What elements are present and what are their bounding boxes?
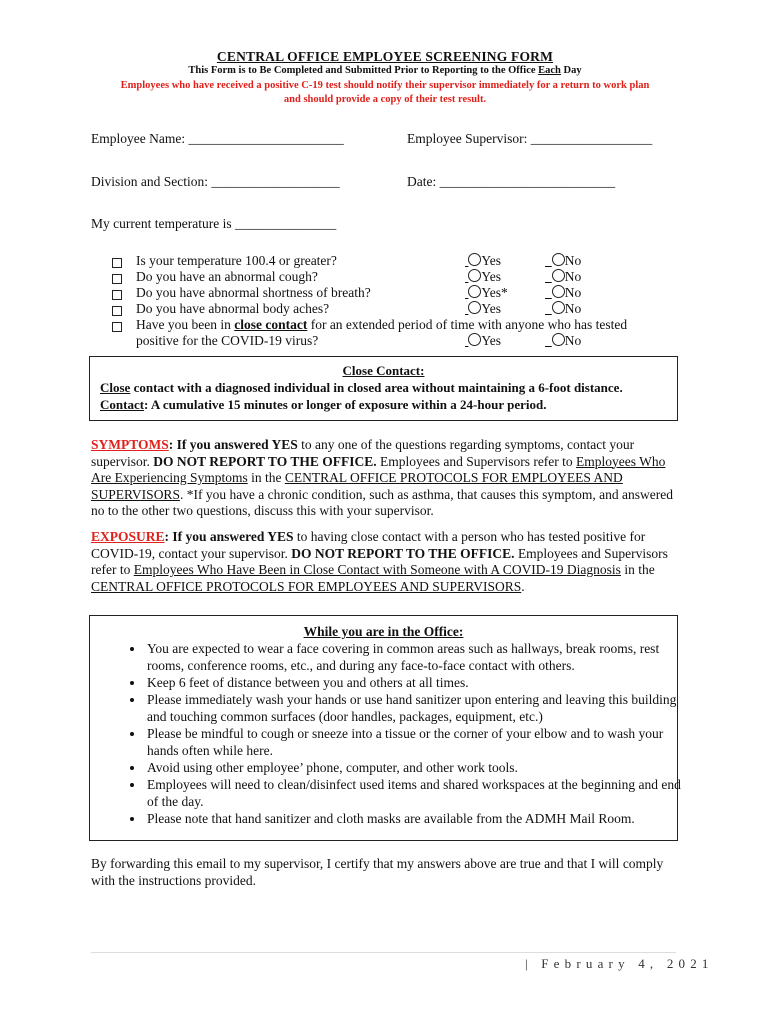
yes-radio[interactable]: Yes* xyxy=(465,285,508,301)
question-text: Do you have abnormal shortness of breath? xyxy=(136,285,371,300)
no-radio[interactable]: No xyxy=(545,269,581,285)
temperature-field[interactable]: My current temperature is _______________ xyxy=(91,216,337,231)
division-section-field[interactable]: Division and Section: ___________________ xyxy=(91,174,340,189)
exposure-paragraph: EXPOSURE: If you answered YES to having close contact with a person who has tested positive for COVID-19, contact your supervisor. DO NOT REPORT TO THE OFFICE. Employees and Supervisors refer to Employees Who Have Been in Close Contact with Someone with A COVID-19 Diagnosis in the CENTRAL OFFICE PROTOCOLS FOR EMPLOYEES AND SUPERVISORS. xyxy=(91,529,668,594)
no-radio[interactable]: No xyxy=(545,333,581,349)
yes-radio[interactable]: Yes xyxy=(465,253,501,269)
question-text: Do you have an abnormal cough? xyxy=(136,269,318,284)
employee-supervisor-field[interactable]: Employee Supervisor: __________________ xyxy=(407,131,653,146)
no-radio[interactable]: No xyxy=(545,301,581,317)
question-text: Is your temperature 100.4 or greater? xyxy=(136,253,337,268)
office-guidelines-list xyxy=(123,640,685,827)
radio-icon xyxy=(468,285,481,298)
symptoms-paragraph: SYMPTOMS: If you answered YES to any one of the questions regarding symptoms, contact your supervisor. DO NOT REPORT TO THE OFFICE. Employees and Supervisors refer to Employees Who Are Experiencing Symptoms in the CENTRAL OFFICE PROTOCOLS FOR EMPLOYEES AND SUPERVISORS. *If you have a chronic condition, such as asthma, that causes this symptom, and answered no to the other two questions, discuss this with your supervisor. xyxy=(91,437,673,519)
no-radio[interactable]: No xyxy=(545,285,581,301)
no-radio[interactable]: No xyxy=(545,253,581,269)
radio-icon xyxy=(552,301,565,314)
radio-icon xyxy=(552,333,565,346)
protocols-link[interactable]: CENTRAL OFFICE PROTOCOLS FOR EMPLOYEES AND SUPERVISORS xyxy=(91,578,522,594)
list-item: • Please be mindful to cough or sneeze into a tissue or the corner of your elbow and to wash your hands often while here. xyxy=(145,725,685,759)
form-subtitle: This Form is to Be Completed and Submitted Prior to Reporting to the Office Each Day xyxy=(188,65,582,76)
radio-icon xyxy=(552,269,565,282)
symptoms-link[interactable]: Employees Who Are Experiencing Symptoms xyxy=(91,453,666,486)
positive-test-warning: Employees who have received a positive C-19 test should notify their supervisor immediately for a return to work plan and should provide a copy of their test result. xyxy=(120,80,650,105)
question-text: Do you have abnormal body aches? xyxy=(136,301,330,316)
close-contact-definition: Close contact with a diagnosed individual in closed area without maintaining a 6-foot distance. xyxy=(100,380,623,395)
yes-radio[interactable]: Yes xyxy=(465,333,501,349)
list-item: • Please note that hand sanitizer and cloth masks are available from the ADMH Mail Room. xyxy=(145,810,685,827)
list-item: • Keep 6 feet of distance between you and others at all times. xyxy=(145,674,685,691)
radio-icon xyxy=(468,253,481,266)
close-contact-box xyxy=(89,356,678,421)
list-item: • Employees will need to clean/disinfect used items and shared workspaces at the beginning and end of the day. xyxy=(145,776,685,810)
footer-date: | February 4, 2021 xyxy=(525,956,714,971)
question-text: Have you been in close contact for an extended period of time with anyone who has tested xyxy=(136,317,628,332)
radio-icon xyxy=(468,269,481,282)
radio-icon xyxy=(552,253,565,266)
radio-icon xyxy=(552,285,565,298)
radio-icon xyxy=(468,333,481,346)
certification-statement: By forwarding this email to my supervisor, I certify that my answers above are true and that I will comply with the instructions provided. xyxy=(91,856,664,888)
yes-radio[interactable]: Yes xyxy=(465,269,501,285)
office-guidelines-heading: While you are in the Office: xyxy=(303,624,464,639)
list-item: • Avoid using other employee’ phone, computer, and other work tools. xyxy=(145,759,685,776)
list-item: • You are expected to wear a face covering in common areas such as hallways, break rooms, rest rooms, conference rooms, etc., and during any face-to-face contact with others. xyxy=(145,640,685,674)
form-title: CENTRAL OFFICE EMPLOYEE SCREENING FORM xyxy=(216,49,554,64)
radio-icon xyxy=(468,301,481,314)
question-checkbox[interactable] xyxy=(112,318,122,337)
yes-radio[interactable]: Yes xyxy=(465,301,501,317)
close-contact-link[interactable]: Employees Who Have Been in Close Contact with Someone with A COVID-19 Diagnosis xyxy=(133,562,621,578)
office-guidelines-box xyxy=(89,615,681,841)
date-field[interactable]: Date: __________________________ xyxy=(407,174,616,189)
question-text-continued: positive for the COVID-19 virus? xyxy=(136,333,319,348)
protocols-link[interactable]: CENTRAL OFFICE PROTOCOLS FOR EMPLOYEES AND SUPERVISORS xyxy=(91,470,623,502)
close-contact-heading: Close Contact: xyxy=(342,363,425,378)
footer-divider xyxy=(91,952,676,953)
contact-definition: Contact: A cumulative 15 minutes or longer of exposure within a 24-hour period. xyxy=(100,397,547,412)
employee-name-field[interactable]: Employee Name: _______________________ xyxy=(91,131,344,146)
list-item: • Please immediately wash your hands or use hand sanitizer upon entering and leaving this building and touching common surfaces (door handles, packages, equipment, etc.) xyxy=(145,691,685,725)
